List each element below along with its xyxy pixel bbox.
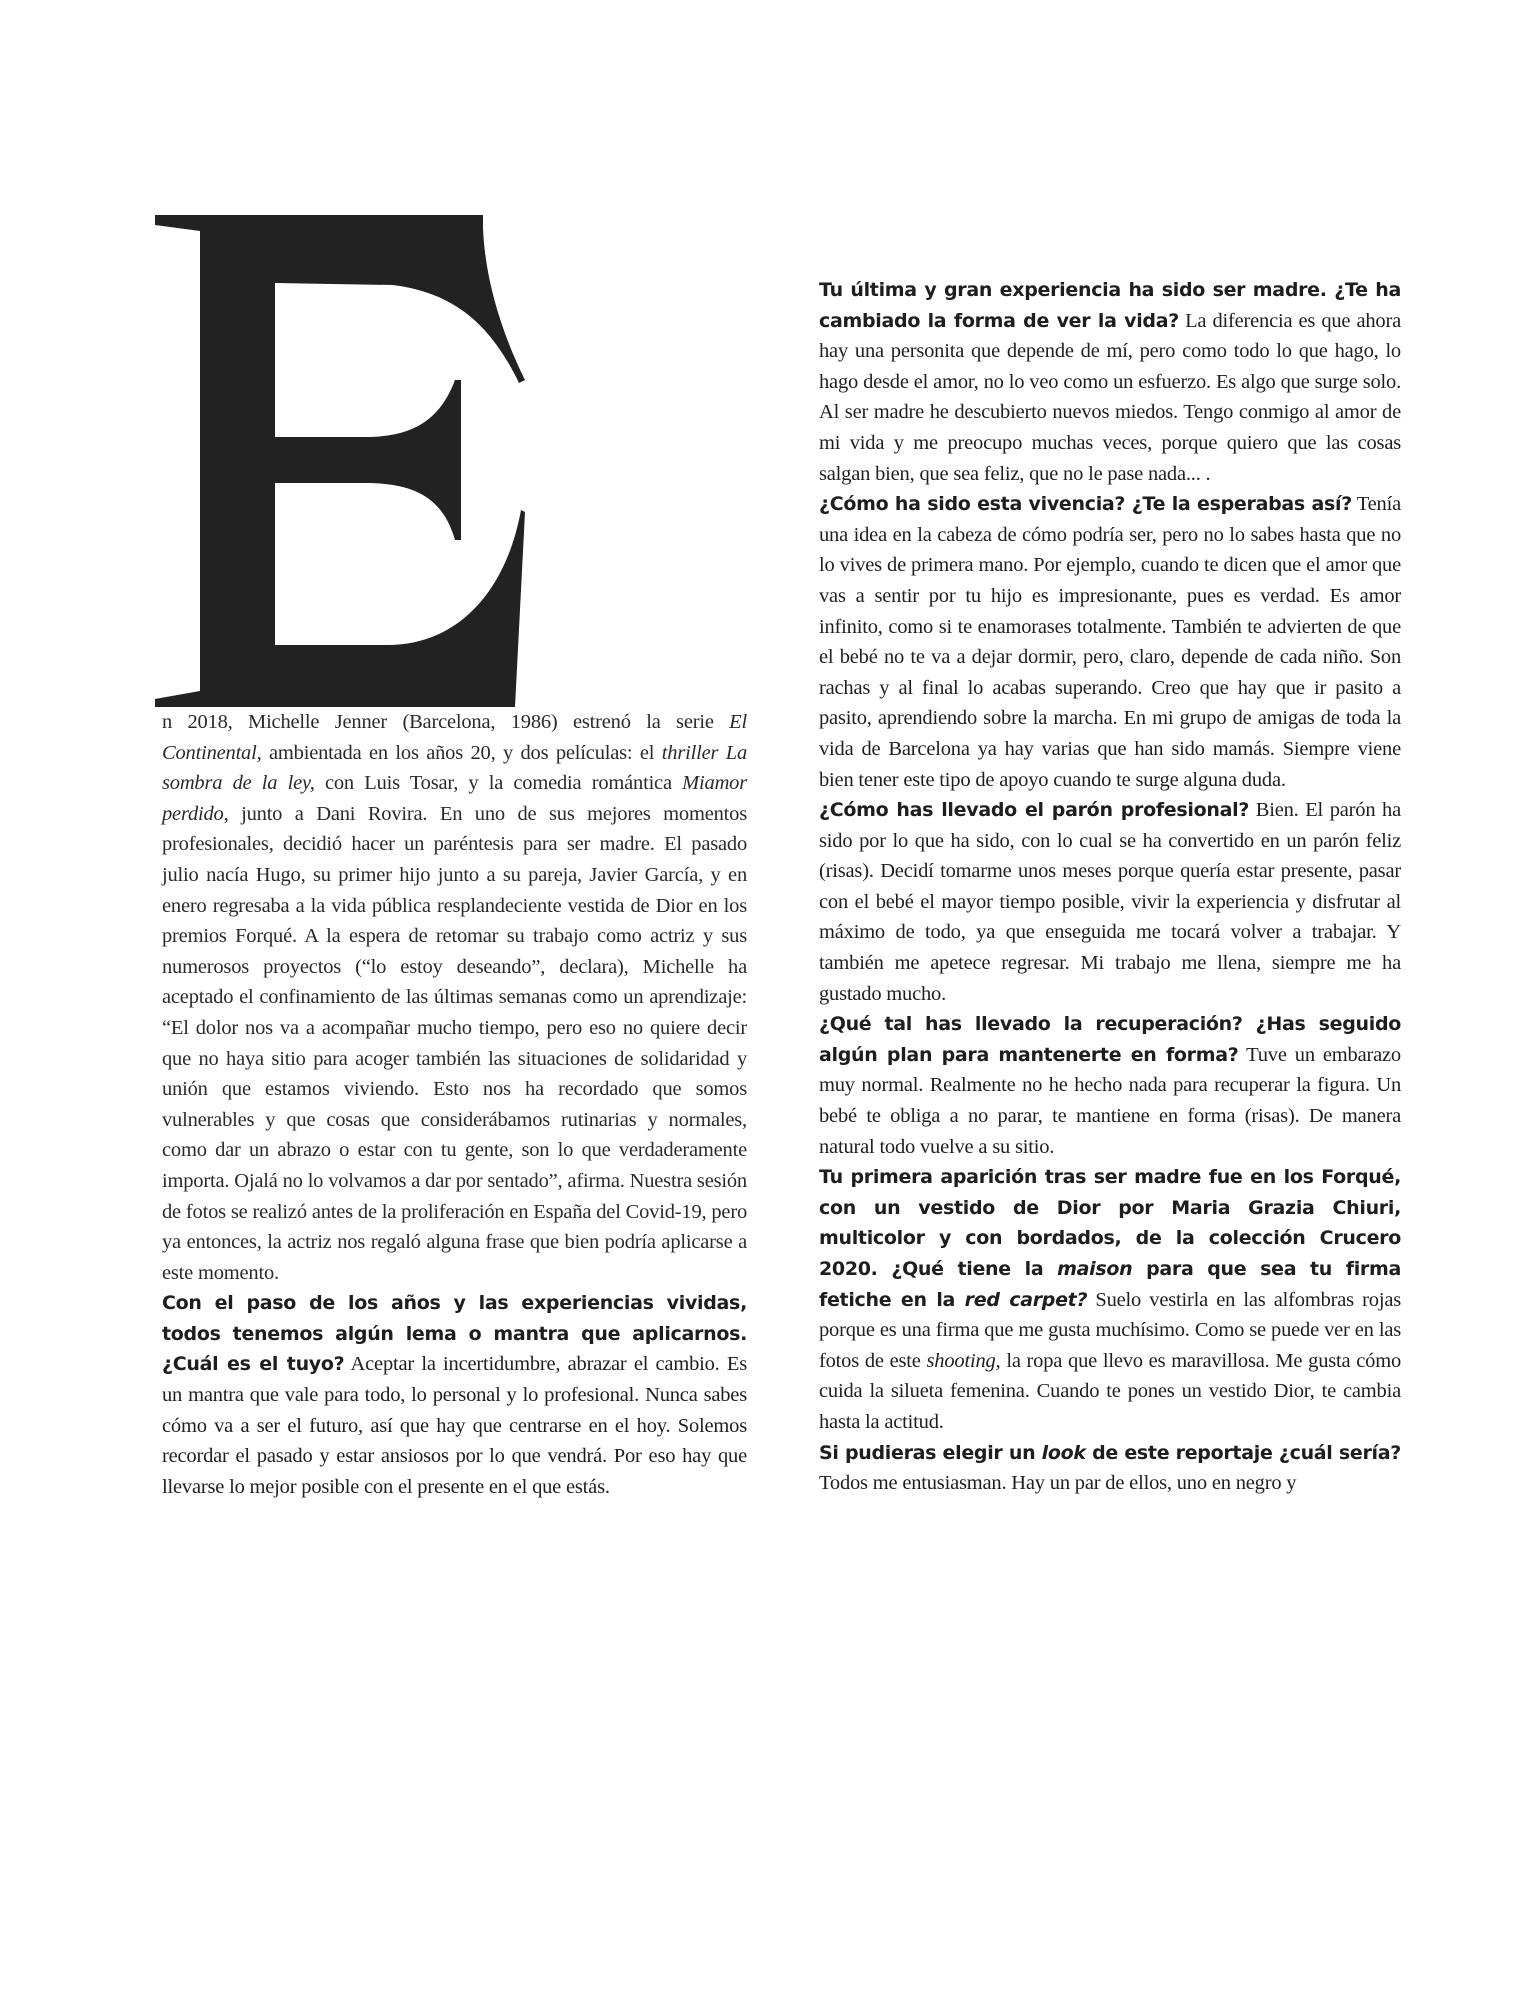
answer-dior-1: Suelo vestirla en las alfombras rojas porque es una firma que me gusta muchísimo. Como se puede ver en las fotos de este — [819, 1288, 1401, 1372]
question-experience: ¿Cómo ha sido esta vivencia? ¿Te la esperabas así? — [819, 493, 1352, 516]
right-column — [819, 275, 1401, 1499]
answer-recovery: Tuve un embarazo muy normal. Realmente no he hecho nada para recuperar la figura. Un bebé te obliga a no parar, te mantiene en forma (risas). De manera natural todo vuelve a su sitio. — [819, 1043, 1401, 1158]
intro-italic-series: El Continental, — [162, 711, 747, 764]
qa-career-break — [819, 795, 1401, 1009]
intro-italic-film-2: Miamor perdido — [162, 772, 747, 825]
qa-recovery — [819, 1009, 1401, 1162]
intro-text-3: con Luis Tosar, y la comedia romántica — [314, 772, 683, 795]
qa-experience — [819, 489, 1401, 795]
qa-dior — [819, 1162, 1401, 1437]
question-dior-italic-2: red carpet? — [964, 1288, 1088, 1311]
dropcap-letter-e — [155, 215, 525, 707]
answer-career-break: Bien. El parón ha sido por lo que ha sido, con lo cual se ha convertido en un parón feliz (risas). Decidí tomarme unos meses porque quería estar presente, pasar con el bebé el mayor tiempo posible, vivir la experiencia y disfrutar al máximo de todo, ya que enseguida me tocará volver a trabajar. Y también me apetece regresar. Mi trabajo me llena, siempre me ha gustado mucho. — [819, 799, 1401, 1005]
intro-text-4: , junto a Dani Rovira. En uno de sus mejores momentos profesionales, decidió hacer un paréntesis para ser madre. El pasado julio nacía Hugo, su primer hijo junto a su pareja, Javier García, y en enero regresaba a la vida pública resplandeciente vestida de Dior en los premios Forqué. A la espera de retomar su trabajo como actriz y sus numerosos proyectos (“lo estoy deseando”, declara), Michelle ha aceptado el confinamiento de las últimas semanas como un aprendizaje: “El dolor nos va a acompañar mucho tiempo, pero eso no quiere decir que no haya sitio para acoger también las situaciones de solidaridad y unión que estamos viviendo. Esto nos ha recordado que somos vulnerables y que cosas que considerábamos rutinarias y normales, como dar un abrazo o estar con tu gente, son lo que verdaderamente importa. Ojalá no lo volvamos a dar por sentado”, afirma. Nuestra sesión de fotos se realizó antes de la proliferación en España del Covid-19, pero ya entonces, la actriz nos regaló alguna frase que bien podría aplicarse a este momento. — [162, 802, 747, 1284]
intro-italic-film-1: thriller La sombra de la ley, — [162, 741, 747, 795]
answer-motherhood: La diferencia es que ahora hay una personita que depende de mí, pero como todo lo que hago, lo hago desde el amor, no lo veo como un esfuerzo. Es algo que surge solo. Al ser madre he descubierto nuevos miedos. Tengo conmigo al amor de mi vida y me preocupo muchas veces, porque quiero que las cosas salgan bien, que sea feliz, que no le pase nada... . — [819, 309, 1401, 485]
question-dior-italic-1: maison — [1057, 1258, 1133, 1280]
answer-experience: Tenía una idea en la cabeza de cómo podría ser, pero no lo sabes hasta que no lo vives de primera mano. Por ejemplo, cuando te dicen que el amor que vas a sentir por tu hijo es impresionante, pues es verdad. Es amor infinito, como si te enamorases totalmente. También te advierten de que el bebé no te va a dejar dormir, pero, claro, depende de cada niño. Son rachas y al final lo acabas superando. Creo que hay que ir pasito a pasito, aprendiendo sobre la marcha. En mi grupo de amigas de toda la vida de Barcelona ya hay varias que han sido mamás. Siempre viene bien tener este tipo de apoyo cuando te surge alguna duda. — [819, 493, 1401, 791]
left-column — [162, 707, 747, 1502]
question-look-1: Si pudieras elegir un — [819, 1441, 1042, 1464]
question-career-break: ¿Cómo has llevado el parón profesional? — [819, 799, 1250, 822]
question-dior-2: para que sea tu firma fetiche en la — [819, 1258, 1401, 1311]
qa-motherhood — [819, 275, 1401, 489]
answer-look: Todos me entusiasman. Hay un par de ellos, uno en negro y — [819, 1472, 1297, 1495]
answer-dior-2: la ropa que llevo es maravillosa. Me gusta cómo cuida la silueta femenina. Cuando te pones un vestido Dior, te cambia hasta la actitud. — [819, 1349, 1401, 1433]
qa-mantra — [162, 1288, 747, 1502]
answer-mantra: Aceptar la incertidumbre, abrazar el cambio. Es un mantra que vale para todo, lo personal y lo profesional. Nunca sabes cómo va a ser el futuro, así que hay que centrarse en el hoy. Solemos recordar el pasado y estar ansiosos por lo que vendrá. Por eso hay que llevarse lo mejor posible con el presente en el que estás. — [162, 1353, 747, 1498]
answer-dior-italic: shooting, — [926, 1349, 1001, 1372]
question-look-italic: look — [1041, 1441, 1086, 1464]
question-look-2: de este reportaje ¿cuál sería? — [1085, 1441, 1401, 1464]
question-recovery: ¿Qué tal has llevado la recuperación? ¿Has seguido algún plan para mantenerte en forma? — [819, 1013, 1401, 1066]
intro-paragraph — [162, 707, 747, 1288]
intro-text-1: n 2018, Michelle Jenner (Barcelona, 1986) estrenó la serie — [162, 711, 730, 733]
question-motherhood: Tu última y gran experiencia ha sido ser madre. ¿Te ha cambiado la forma de ver la vida? — [819, 279, 1401, 332]
intro-text-2: ambientada en los años 20, y dos películas: el — [261, 741, 662, 764]
question-dior-1: Tu primera aparición tras ser madre fue en los Forqué, con un vestido de Dior por Maria Grazia Chiuri, multicolor y con bordados, de la colección Crucero 2020. ¿Qué tiene la — [819, 1166, 1401, 1280]
qa-look — [819, 1438, 1401, 1499]
question-mantra: Con el paso de los años y las experiencias vividas, todos tenemos algún lema o mantra que aplicarnos. ¿Cuál es el tuyo? — [162, 1292, 747, 1376]
